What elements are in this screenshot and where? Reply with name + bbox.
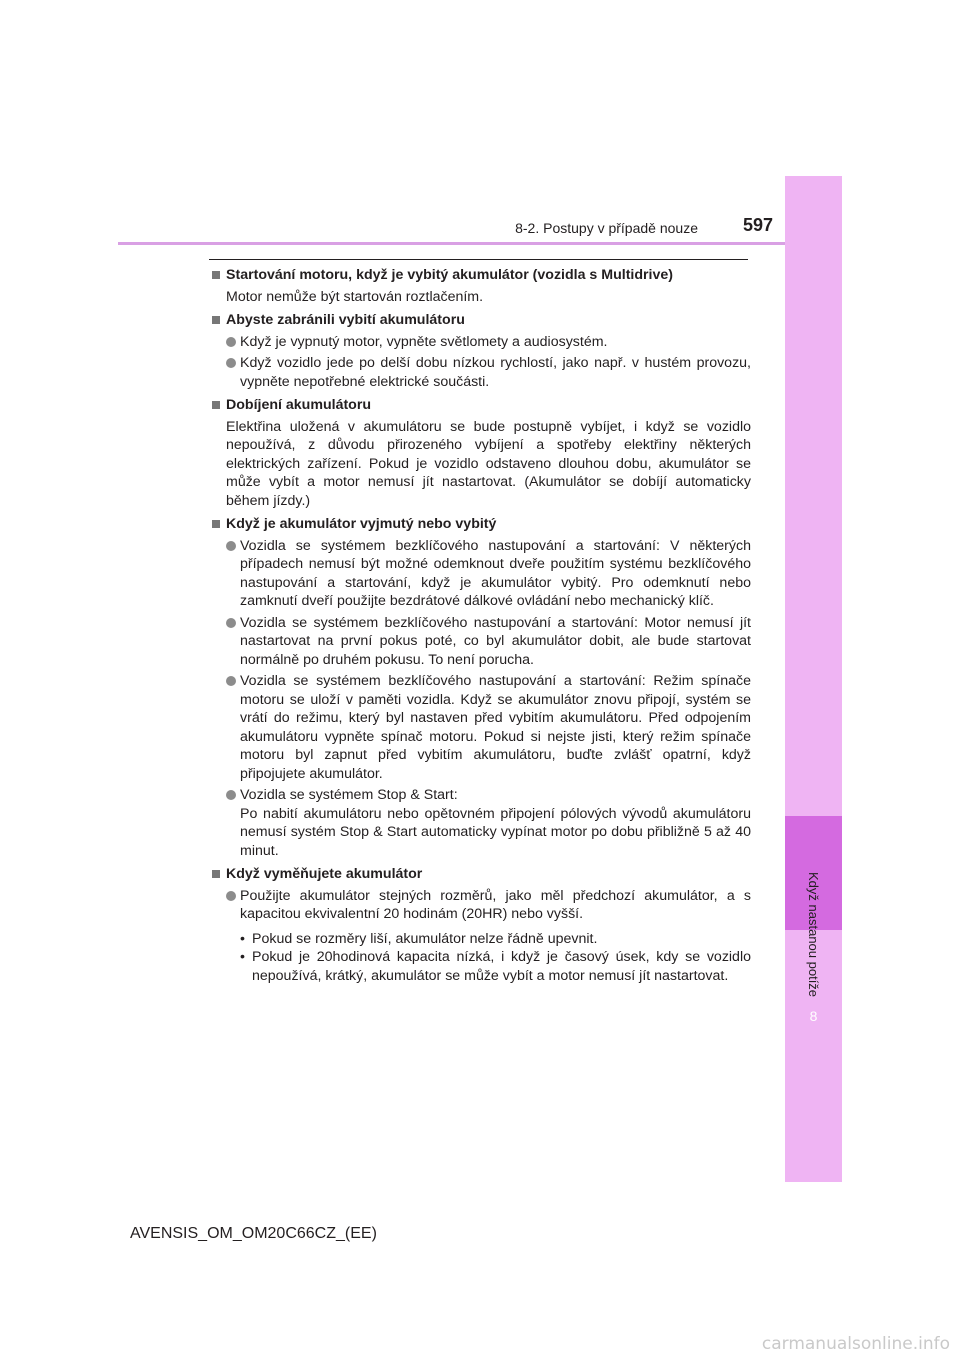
list-item: Vozidla se systémem Stop & Start: Po nabití akumulátoru nebo opětovném připojení pólových vývodů akumulátoru nemusí systém Stop & Start automaticky vypínat motor po dobu přibližně 5 až 40 minut.	[212, 786, 751, 860]
sub-list	[212, 930, 751, 986]
header-divider	[118, 242, 785, 245]
section-heading: Když je akumulátor vyjmutý nebo vybitý	[212, 515, 751, 534]
list-item: Když vozidlo jede po delší dobu nízkou rychlostí, jako např. v hustém provozu, vypněte nepotřebné elektrické součásti.	[212, 354, 751, 391]
list-item: Vozidla se systémem bezklíčového nastupování a startování: Motor nemusí jít nastartovat na první pokus poté, co byl akumulátor dobit, ale bude startovat normálně po druhém pokusu. To není porucha.	[212, 614, 751, 670]
section-heading: Když vyměňujete akumulátor	[212, 865, 751, 884]
section-heading: Dobíjení akumulátoru	[212, 396, 751, 415]
chapter-title: Když nastanou potíže	[806, 872, 821, 998]
square-bullet-icon	[212, 520, 220, 528]
circle-bullet-icon	[226, 891, 236, 901]
circle-bullet-icon	[226, 337, 236, 347]
square-bullet-icon	[212, 401, 220, 409]
section-heading: Startování motoru, když je vybitý akumulátor (vozidla s Multidrive)	[212, 266, 751, 285]
sub-list-item: • Pokud se rozměry liší, akumulátor nelze řádně upevnit.	[240, 930, 598, 947]
list-item: Vozidla se systémem bezklíčového nastupování a startování: V některých případech nemusí být možné odemknout dveře použitím systému bezklíčového nastupování a startování, když je akumulátor vybitý. Pro odemknutí nebo zamknutí dveří použijte bezdrátové dálkové ovládání nebo mechanický klíč.	[212, 537, 751, 611]
circle-bullet-icon	[226, 541, 236, 551]
circle-bullet-icon	[226, 676, 236, 686]
list-item: Když je vypnutý motor, vypněte světlomety a audiosystém.	[212, 333, 751, 352]
square-bullet-icon	[212, 870, 220, 878]
document-code: AVENSIS_OM_OM20C66CZ_(EE)	[130, 1225, 377, 1242]
circle-bullet-icon	[226, 790, 236, 800]
paragraph: Motor nemůže být startován roztlačením.	[226, 288, 484, 305]
list-item: Vozidla se systémem bezklíčového nastupování a startování: Režim spínače motoru se uloží v paměti vozidla. Když se akumulátor znovu připojí, systém se vrátí do režimu, který byl nastaven před vybitím akumulátoru. Před odpojením akumulátoru vypněte spínač motoru. Pokud si nejste jisti, který režim spínače motoru byl zapnut před vybitím akumulátoru, buďte zvlášť opatrní, když připojujete akumulátor.	[212, 672, 751, 783]
content-divider	[209, 259, 748, 260]
square-bullet-icon	[212, 316, 220, 324]
page-number: 597	[742, 215, 773, 235]
dot-bullet-icon: •	[240, 949, 245, 965]
chapter-number: 8	[809, 1008, 818, 1024]
circle-bullet-icon	[226, 618, 236, 628]
page-content	[212, 266, 751, 985]
sub-list-item: • Pokud je 20hodinová kapacita nízká, i když je časový úsek, kdy se vozidlo nepoužívá, krátký, akumulátor se může vybít a motor nemusí jít nastartovat.	[240, 949, 751, 984]
section-heading: Abyste zabránili vybití akumulátoru	[212, 311, 751, 330]
circle-bullet-icon	[226, 358, 236, 368]
chapter-sidebar	[785, 176, 842, 1182]
watermark: carmanualsonline.info	[761, 1334, 950, 1354]
square-bullet-icon	[212, 271, 220, 279]
paragraph: Elektřina uložená v akumulátoru se bude postupně vybíjet, i když se vozidlo nepoužívá, z důvodu přirozeného vybíjení a spotřeby elektřiny některých elektrických zařízení. Pokud je vozidlo odstaveno dlouhou dobu, akumulátor se může vybít a motor nemusí jít nastartovat. (Akumulátor se dobíjí automaticky během jízdy.)	[226, 418, 751, 509]
section-title: 8-2. Postupy v případě nouze	[515, 220, 698, 236]
list-item: Použijte akumulátor stejných rozměrů, jako měl předchozí akumulátor, a s kapacitou ekvivalentní 20 hodinám (20HR) nebo vyšší.	[212, 887, 751, 924]
dot-bullet-icon: •	[240, 930, 245, 947]
